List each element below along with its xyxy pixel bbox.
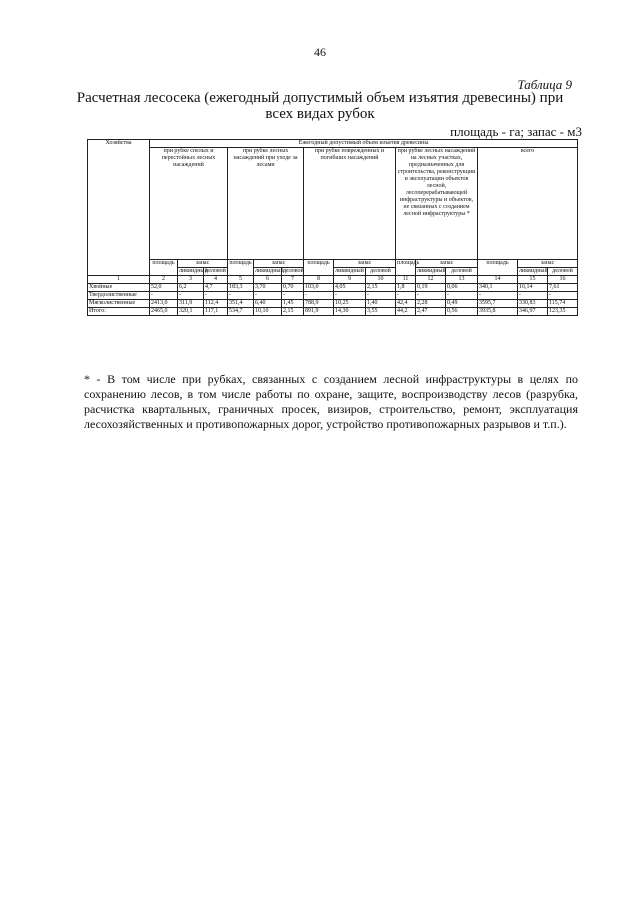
column-index: 9 — [334, 276, 366, 284]
table-cell: 115,74 — [548, 300, 578, 308]
table-row — [88, 308, 578, 316]
table-cell: 3,55 — [366, 308, 396, 316]
table-cell: 4,05 — [334, 284, 366, 292]
table-cell: - — [178, 292, 204, 300]
table-label: Таблица 9 — [517, 77, 572, 92]
table-cell: 2,15 — [282, 308, 304, 316]
column-index: 6 — [254, 276, 282, 284]
column-index: 10 — [366, 276, 396, 284]
sub-header-area: площадь — [396, 260, 416, 276]
table-cell: - — [254, 292, 282, 300]
column-index: 16 — [548, 276, 578, 284]
group-header-damaged: при рубке поврежденных и погибших насаждений — [304, 148, 396, 260]
table-cell: - — [228, 292, 254, 300]
sub-header-liquid: ликвидный — [417, 268, 446, 274]
header-main: Ежегодный допустимый объем изъятия древесины — [150, 140, 578, 148]
table-cell: 1,45 — [282, 300, 304, 308]
footnote: * - В том числе при рубках, связанных с созданием лесной инфраструктуры в целях по сохранению лесов, в том числе работы по охране, защите, воспроизводству лесов (разрубка, расчистка квартальных, граничных просек, визиров, строительство, ремонт, эксплуатация лесохозяйственных и противопожарных дорог, устройство противопожарных разрывов и т.п.). — [84, 372, 578, 431]
sub-header-stock: запас — [178, 260, 228, 268]
table-cell: 330,83 — [518, 300, 548, 308]
sub-header-area: площадь — [478, 260, 518, 276]
table-cell: - — [416, 292, 446, 300]
table-cell: - — [304, 292, 334, 300]
column-index: 12 — [416, 276, 446, 284]
table-cell: - — [150, 292, 178, 300]
table-cell: 123,35 — [548, 308, 578, 316]
sub-header-business: деловой — [205, 268, 226, 274]
column-index: 5 — [228, 276, 254, 284]
table-cell: 0,49 — [446, 300, 478, 308]
sub-header-business: деловой — [366, 268, 396, 276]
column-index: 3 — [178, 276, 204, 284]
table-cell: 2465,0 — [150, 308, 178, 316]
table-cell: - — [282, 292, 304, 300]
table-cell: 2,47 — [416, 308, 446, 316]
column-index: 15 — [518, 276, 548, 284]
table-cell: 16,14 — [518, 284, 548, 292]
table-cell: 320,1 — [178, 308, 204, 316]
sub-header-stock: запас — [416, 260, 478, 268]
page-number: 46 — [314, 45, 326, 59]
table-cell: 4,7 — [204, 284, 228, 292]
table-cell: - — [478, 292, 518, 300]
table-cell: 346,97 — [518, 308, 548, 316]
table-cell: 3,70 — [254, 284, 282, 292]
table-cell: 103,0 — [304, 284, 334, 292]
table-cell: 351,4 — [228, 300, 254, 308]
column-index: 11 — [396, 276, 416, 284]
table-cell: - — [548, 292, 578, 300]
table-cell: 0,19 — [416, 284, 446, 292]
table-row — [88, 292, 578, 300]
table-cell: 117,1 — [204, 308, 228, 316]
table-cell: 2,15 — [366, 284, 396, 292]
table-cell: 10,10 — [254, 308, 282, 316]
table-cell: 6,2 — [178, 284, 204, 292]
row-label: Мягколиственные — [88, 300, 150, 308]
group-header-thinning: при рубке лесных насаждений при уходе за лесами — [228, 148, 304, 260]
table-cell: 311,9 — [178, 300, 204, 308]
table-cell: 340,1 — [478, 284, 518, 292]
sub-header-area: площадь — [228, 260, 254, 276]
table-cell: 2,28 — [416, 300, 446, 308]
sub-header-liquid: ликвидный — [519, 268, 548, 274]
sub-header-business: деловой — [446, 268, 478, 276]
table-cell: 3935,8 — [478, 308, 518, 316]
sub-header-liquid: ликвидный — [335, 268, 364, 274]
group-header-construction: при рубке лесных насаждений на лесных участках, предназначенных для строительства, реконструкции и эксплуатации объектов лесной, лесоперерабатывающей инфраструктуры и объектов, не связанных с созданием лесной инфраструктуры * — [396, 148, 478, 260]
units-caption: площадь - га; запас - м3 — [450, 124, 582, 139]
table-cell: 6,40 — [254, 300, 282, 308]
sub-header-stock: запас — [518, 260, 578, 268]
sub-header-stock: запас — [254, 260, 304, 268]
table-cell: 0,56 — [446, 308, 478, 316]
table-cell: - — [518, 292, 548, 300]
column-index: 4 — [204, 276, 228, 284]
column-index: 2 — [150, 276, 178, 284]
table-cell: 14,30 — [334, 308, 366, 316]
table-row — [88, 300, 578, 308]
table-cell: 42,4 — [396, 300, 416, 308]
header-farm: Хозяйства — [88, 140, 150, 276]
column-index: 13 — [446, 276, 478, 284]
group-header-total: всего — [478, 148, 578, 260]
table-cell: 3595,7 — [478, 300, 518, 308]
table-cell: - — [204, 292, 228, 300]
page-title: Расчетная лесосека (ежегодный допустимый объем изъятия древесины) при всех видах рубок — [76, 90, 564, 122]
table-row — [88, 284, 578, 292]
group-header-mature: при рубке спелых и перестойных лесных насаждений — [150, 148, 228, 260]
sub-header-area: площадь — [304, 260, 334, 276]
table-cell: 534,7 — [228, 308, 254, 316]
sub-header-liquid: ликвидный — [255, 268, 284, 274]
table-cell: 10,25 — [334, 300, 366, 308]
column-index: 14 — [478, 276, 518, 284]
table-cell: 891,9 — [304, 308, 334, 316]
table-cell: 1,8 — [396, 284, 416, 292]
sub-header-area: площадь — [150, 260, 178, 276]
table-cell: - — [396, 292, 416, 300]
sub-header-business: деловой — [548, 268, 578, 276]
column-index: 7 — [282, 276, 304, 284]
table-cell: 183,3 — [228, 284, 254, 292]
table-cell: 44,2 — [396, 308, 416, 316]
table-cell: 1,40 — [366, 300, 396, 308]
row-label: Твердолиственные — [88, 292, 150, 300]
row-label: Итого: — [88, 308, 150, 316]
cutting-area-table — [87, 139, 578, 316]
column-index: 8 — [304, 276, 334, 284]
table-cell: - — [334, 292, 366, 300]
table-cell: - — [366, 292, 396, 300]
column-index-row — [88, 276, 578, 284]
table-cell: 2413,0 — [150, 300, 178, 308]
table-cell: 52,0 — [150, 284, 178, 292]
table-cell: 788,9 — [304, 300, 334, 308]
sub-header-business: деловой — [283, 268, 304, 274]
table-cell: 0,70 — [282, 284, 304, 292]
table-cell: 0,06 — [446, 284, 478, 292]
sub-header-liquid: ликвидный — [179, 268, 208, 274]
table-cell: - — [446, 292, 478, 300]
column-index: 1 — [88, 276, 150, 284]
table-cell: 7,61 — [548, 284, 578, 292]
table-cell: 112,4 — [204, 300, 228, 308]
sub-header-stock: запас — [334, 260, 396, 268]
row-label: Хвойные — [88, 284, 150, 292]
